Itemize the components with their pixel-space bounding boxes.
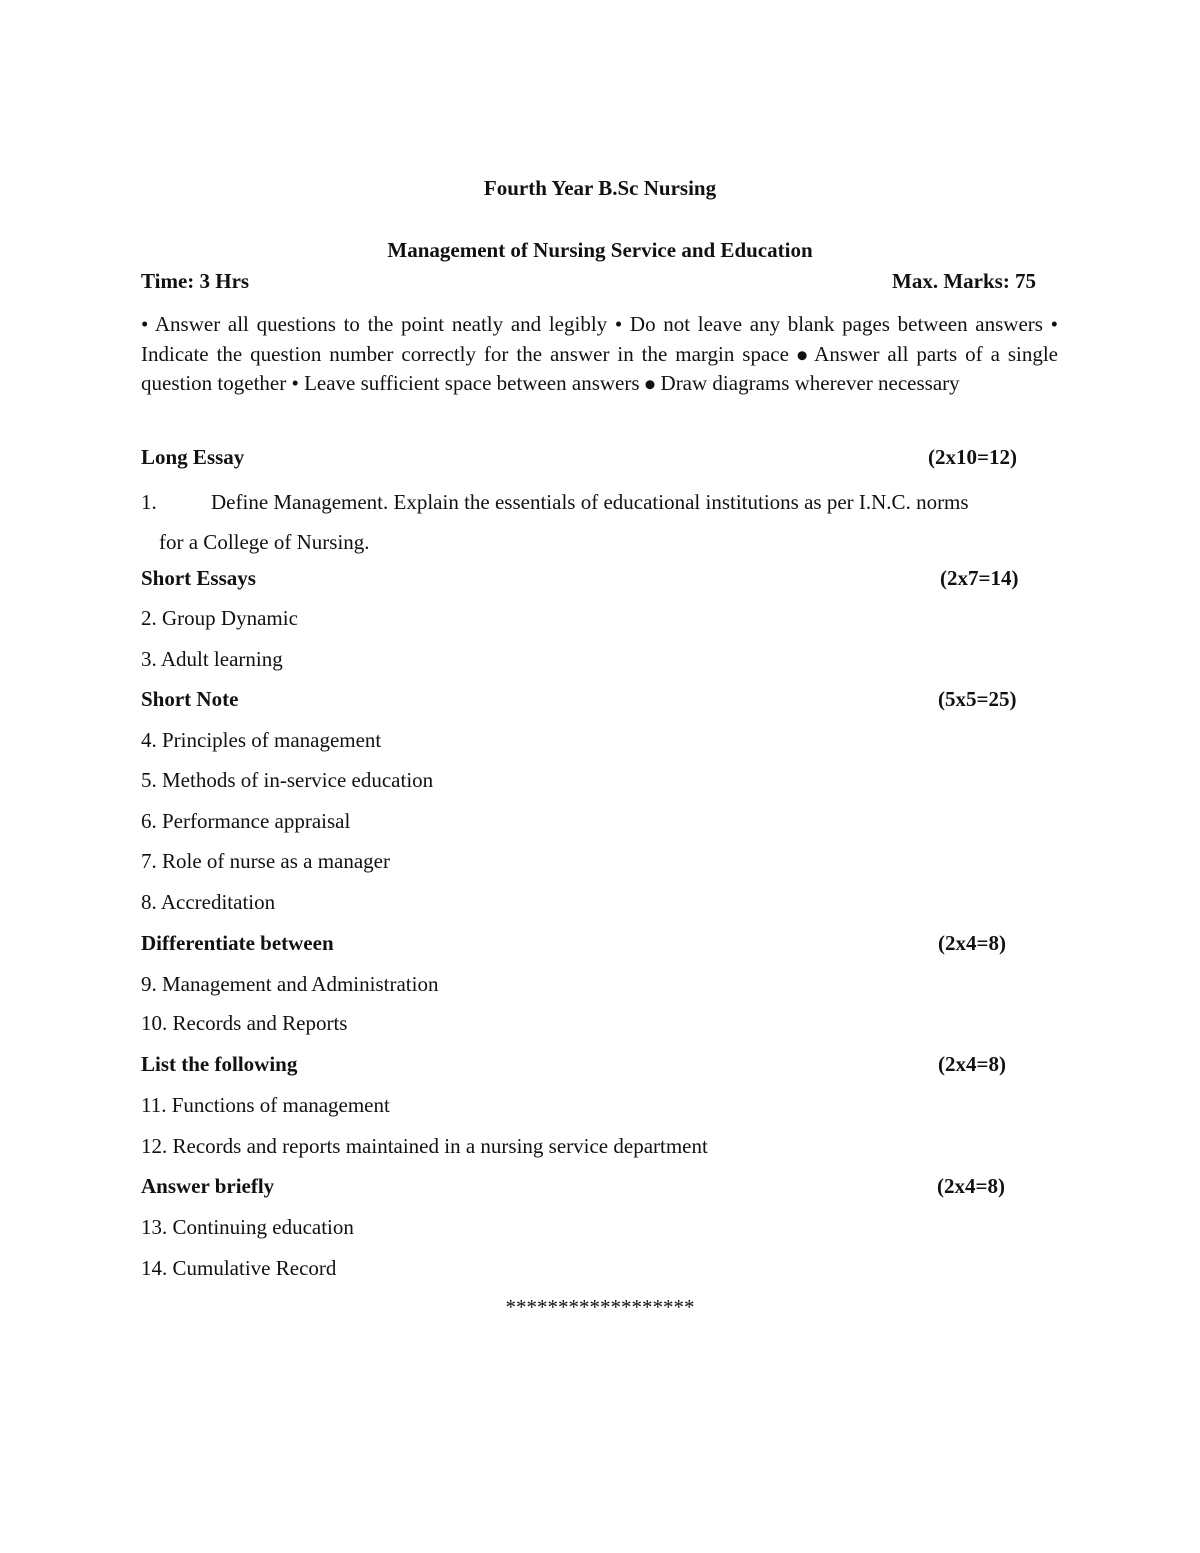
question-5: 5. Methods of in-service education xyxy=(141,768,434,792)
time-allowed: Time: 3 Hrs xyxy=(141,269,250,293)
question-12: 12. Records and reports maintained in a nursing service department xyxy=(141,1134,708,1158)
section-marks-answer-briefly: (2x4=8) xyxy=(937,1174,1005,1198)
section-marks-short-essays: (2x7=14) xyxy=(940,566,1019,590)
section-title-list: List the following xyxy=(141,1052,298,1076)
question-10: 10. Records and Reports xyxy=(141,1011,348,1035)
end-marker: ****************** xyxy=(505,1295,695,1319)
question-8: 8. Accreditation xyxy=(141,890,276,914)
question-text-continued: for a College of Nursing. xyxy=(159,530,370,554)
section-marks-short-note: (5x5=25) xyxy=(938,687,1017,711)
question-11: 11. Functions of management xyxy=(141,1093,390,1117)
section-title-short-essays: Short Essays xyxy=(141,566,256,590)
question-9: 9. Management and Administration xyxy=(141,972,439,996)
question-1 xyxy=(141,482,1061,562)
question-6: 6. Performance appraisal xyxy=(141,809,351,833)
question-7: 7. Role of nurse as a manager xyxy=(141,849,390,873)
question-13: 13. Continuing education xyxy=(141,1215,354,1239)
paper-title: Management of Nursing Service and Education xyxy=(387,238,813,262)
section-title-answer-briefly: Answer briefly xyxy=(141,1174,275,1198)
section-title-short-note: Short Note xyxy=(141,687,239,711)
section-title-differentiate: Differentiate between xyxy=(141,931,334,955)
question-14: 14. Cumulative Record xyxy=(141,1256,337,1280)
section-marks-list: (2x4=8) xyxy=(938,1052,1006,1076)
question-3: 3. Adult learning xyxy=(141,647,283,671)
question-2: 2. Group Dynamic xyxy=(141,606,298,630)
instructions: • Answer all questions to the point neatly and legibly • Do not leave any blank pages between answers • Indicate the question number correctly for the answer in the margin space ⦁ Answer all parts of a single question together • Leave sufficient space between answers ⦁ Draw diagrams wherever necessary xyxy=(141,312,1058,395)
question-number: 1. xyxy=(141,490,157,514)
question-4: 4. Principles of management xyxy=(141,728,382,752)
course-title: Fourth Year B.Sc Nursing xyxy=(483,176,717,200)
max-marks: Max. Marks: 75 xyxy=(892,269,1037,293)
section-marks-long-essay: (2x10=12) xyxy=(928,445,1017,469)
section-marks-differentiate: (2x4=8) xyxy=(938,931,1006,955)
section-title-long-essay: Long Essay xyxy=(141,445,245,469)
question-text: Define Management. Explain the essentials of educational institutions as per I.N.C. norms xyxy=(211,490,969,514)
